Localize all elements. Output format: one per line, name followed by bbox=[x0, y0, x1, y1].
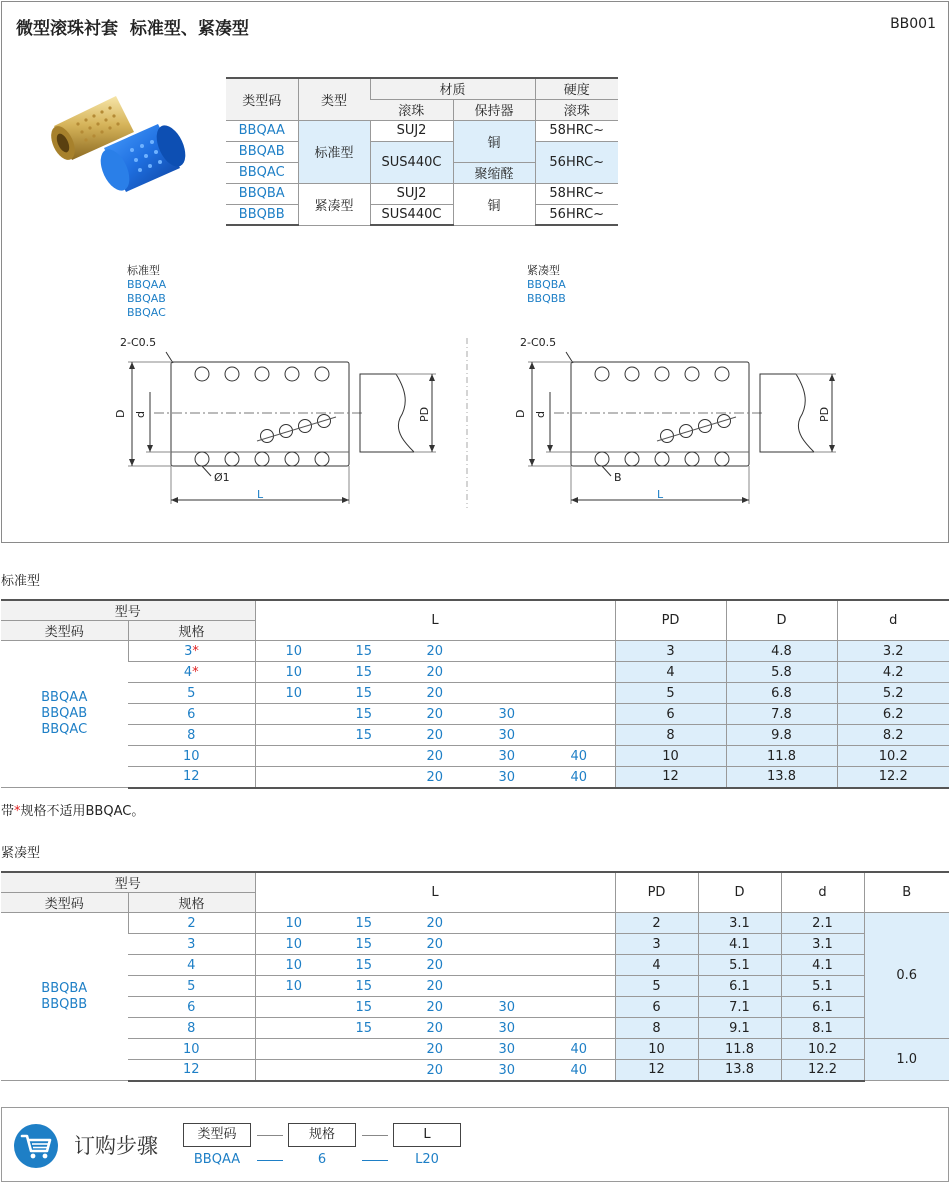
example-connector bbox=[257, 1160, 283, 1161]
table-row bbox=[1, 955, 949, 976]
size-cell bbox=[128, 704, 255, 725]
size-value: 12 bbox=[182, 769, 200, 785]
header-L: L bbox=[255, 600, 615, 641]
inner-dia-cell: 4.2 bbox=[837, 662, 949, 683]
length-value: 30 bbox=[498, 1063, 516, 1078]
hardness-value: 58HRC~ bbox=[535, 120, 618, 141]
length-value: 15 bbox=[355, 937, 373, 952]
example-size: 6 bbox=[317, 1152, 327, 1167]
drawing-divider bbox=[466, 338, 469, 508]
length-cell bbox=[255, 1060, 615, 1081]
hardness-value: 58HRC~ bbox=[535, 183, 618, 204]
dim-L-label: L bbox=[257, 488, 264, 501]
table-row bbox=[1, 976, 949, 997]
length-value: 20 bbox=[426, 770, 444, 785]
length-value: 20 bbox=[426, 1063, 444, 1078]
length-value: 10 bbox=[285, 958, 303, 973]
type-code: BBQAC bbox=[226, 162, 298, 183]
pd-cell: 5 bbox=[615, 976, 698, 997]
ball-material: SUS440C bbox=[370, 204, 453, 225]
standard-spec-table bbox=[1, 599, 949, 789]
outer-dia-cell: 4.8 bbox=[726, 641, 837, 662]
table-row bbox=[1, 1060, 949, 1081]
length-cell bbox=[255, 704, 615, 725]
size-cell bbox=[128, 641, 255, 662]
length-cell bbox=[255, 641, 615, 662]
length-value: 20 bbox=[426, 728, 444, 743]
retainer-material: 聚缩醛 bbox=[453, 162, 535, 183]
header-type-code: 类型码 bbox=[1, 893, 128, 913]
type-code: BBQBA bbox=[226, 183, 298, 204]
length-value: 20 bbox=[426, 749, 444, 764]
table-row bbox=[1, 997, 949, 1018]
size-cell: 12 bbox=[128, 1060, 255, 1081]
ball-material: SUS440C bbox=[370, 141, 453, 183]
length-cell bbox=[255, 997, 615, 1018]
header-model: 型号 bbox=[1, 600, 255, 621]
table-row bbox=[1, 767, 949, 788]
pd-cell: 10 bbox=[615, 746, 726, 767]
table-row bbox=[1, 934, 949, 955]
pd-cell: 12 bbox=[615, 767, 726, 788]
length-value: 30 bbox=[498, 728, 516, 743]
length-value: 10 bbox=[285, 686, 303, 701]
header-type-code: 类型码 bbox=[1, 621, 128, 641]
drawing-standard-code: BBQAA bbox=[127, 278, 167, 291]
length-value: 15 bbox=[355, 1000, 373, 1015]
section-title-standard: 标准型 bbox=[1, 574, 41, 589]
example-connector bbox=[362, 1160, 388, 1161]
inner-dia-cell: 8.2 bbox=[837, 725, 949, 746]
inner-dia-cell: 6.1 bbox=[781, 997, 864, 1018]
table-row bbox=[1, 913, 949, 934]
size-cell: 10 bbox=[128, 1039, 255, 1060]
length-cell bbox=[255, 1039, 615, 1060]
size-star-mark: * bbox=[192, 664, 199, 680]
length-value: 10 bbox=[285, 665, 303, 680]
outer-dia-cell: 5.8 bbox=[726, 662, 837, 683]
size-cell bbox=[128, 683, 255, 704]
outer-dia-cell: 11.8 bbox=[698, 1039, 781, 1060]
size-cell bbox=[128, 767, 255, 788]
drawing-standard-title: 标准型 bbox=[127, 264, 160, 277]
table-row bbox=[1, 1018, 949, 1039]
document-code: BB001 bbox=[890, 16, 936, 32]
length-cell bbox=[255, 934, 615, 955]
drawing-standard-code: BBQAB bbox=[127, 292, 166, 305]
length-value: 30 bbox=[498, 1021, 516, 1036]
size-cell: 2 bbox=[128, 913, 255, 934]
product-photo bbox=[46, 88, 196, 198]
size-cell: 5 bbox=[128, 976, 255, 997]
outer-dia-cell: 4.1 bbox=[698, 934, 781, 955]
header-D: D bbox=[726, 600, 837, 641]
product-info-panel bbox=[1, 1, 949, 543]
pd-cell: 2 bbox=[615, 913, 698, 934]
dim-PD-label: PD bbox=[818, 406, 831, 422]
type-code: BBQAB bbox=[226, 141, 298, 162]
length-value: 20 bbox=[426, 707, 444, 722]
inner-dia-cell: 3.1 bbox=[781, 934, 864, 955]
dim-D-label: D bbox=[114, 409, 127, 418]
pd-cell: 5 bbox=[615, 683, 726, 704]
footnote bbox=[1, 800, 144, 819]
length-value: 10 bbox=[285, 644, 303, 659]
pd-cell: 3 bbox=[615, 934, 698, 955]
step-box-length: L bbox=[393, 1123, 461, 1147]
bushing-body bbox=[171, 362, 349, 466]
note-prefix: 带 bbox=[1, 804, 15, 819]
ball-dia-label: Ø1 bbox=[214, 471, 230, 484]
inner-dia-cell: 3.2 bbox=[837, 641, 949, 662]
type-code: BBQBA bbox=[41, 980, 88, 996]
drawing-standard-code: BBQAC bbox=[127, 306, 166, 319]
shopping-cart-icon bbox=[14, 1124, 58, 1168]
size-cell bbox=[128, 725, 255, 746]
size-cell: 3 bbox=[128, 934, 255, 955]
drawing-compact-label bbox=[527, 264, 566, 306]
table-row bbox=[1, 1039, 949, 1060]
length-value: 10 bbox=[285, 937, 303, 952]
header-ball: 滚珠 bbox=[370, 99, 453, 120]
pd-cell: 6 bbox=[615, 704, 726, 725]
step-connector bbox=[362, 1135, 388, 1136]
ball-b-cell: 1.0 bbox=[864, 1039, 949, 1081]
example-length: L20 bbox=[415, 1152, 439, 1167]
compact-spec-table bbox=[1, 871, 949, 1082]
retainer-material: 铜 bbox=[453, 183, 535, 225]
inner-dia-cell: 12.2 bbox=[837, 767, 949, 788]
dim-D-label: D bbox=[514, 409, 527, 418]
pd-cell: 8 bbox=[615, 725, 726, 746]
size-cell: 8 bbox=[128, 1018, 255, 1039]
technical-drawing-standard bbox=[114, 332, 454, 508]
pd-cell: 8 bbox=[615, 1018, 698, 1039]
length-value: 15 bbox=[355, 728, 373, 743]
length-value: 15 bbox=[355, 707, 373, 722]
outer-dia-cell: 6.8 bbox=[726, 683, 837, 704]
step-connector bbox=[257, 1135, 283, 1136]
dim-PD-label: PD bbox=[418, 406, 431, 422]
table-row bbox=[1, 704, 949, 725]
header-PD: PD bbox=[615, 872, 698, 913]
length-value: 20 bbox=[426, 916, 444, 931]
header-material: 材质 bbox=[370, 78, 535, 99]
outer-dia-cell: 9.8 bbox=[726, 725, 837, 746]
section-title-compact: 紧凑型 bbox=[1, 846, 41, 861]
length-cell bbox=[255, 976, 615, 997]
size-value: 10 bbox=[182, 748, 200, 764]
inner-dia-cell: 6.2 bbox=[837, 704, 949, 725]
length-value: 20 bbox=[426, 686, 444, 701]
note-text: 规格不适用BBQAC。 bbox=[20, 804, 145, 819]
type-name: 标准型 bbox=[298, 120, 370, 183]
header-L: L bbox=[255, 872, 615, 913]
header-type: 类型 bbox=[298, 78, 370, 120]
header-model: 型号 bbox=[1, 872, 255, 893]
table-row bbox=[1, 725, 949, 746]
length-value: 15 bbox=[355, 979, 373, 994]
retainer-material: 铜 bbox=[453, 120, 535, 162]
outer-dia-cell: 13.8 bbox=[698, 1060, 781, 1081]
length-value: 20 bbox=[426, 937, 444, 952]
pd-cell: 12 bbox=[615, 1060, 698, 1081]
size-value: 6 bbox=[187, 706, 196, 722]
size-value: 5 bbox=[187, 685, 196, 701]
drawing-standard-label bbox=[127, 264, 166, 320]
size-cell: 6 bbox=[128, 997, 255, 1018]
chamfer-label: 2-C0.5 bbox=[120, 336, 157, 349]
dim-d-label: d bbox=[134, 411, 147, 418]
ball-material: SUJ2 bbox=[370, 120, 453, 141]
header-d: d bbox=[781, 872, 864, 913]
length-value: 15 bbox=[355, 686, 373, 701]
type-code: BBQBB bbox=[41, 996, 88, 1012]
type-name: 紧凑型 bbox=[298, 183, 370, 225]
size-value: 3 bbox=[184, 643, 193, 659]
length-value: 20 bbox=[426, 644, 444, 659]
page-title: 微型滚珠衬套 标准型、紧凑型 bbox=[16, 19, 249, 39]
length-cell bbox=[255, 955, 615, 976]
drawing-compact-title: 紧凑型 bbox=[527, 264, 560, 277]
length-value: 30 bbox=[498, 749, 516, 764]
type-code: BBQAA bbox=[41, 690, 88, 705]
drawing-compact-code: BBQBB bbox=[527, 292, 566, 305]
outer-dia-cell: 13.8 bbox=[726, 767, 837, 788]
header-D: D bbox=[698, 872, 781, 913]
table-row bbox=[1, 746, 949, 767]
length-value: 30 bbox=[498, 707, 516, 722]
table-row bbox=[1, 662, 949, 683]
size-cell bbox=[128, 662, 255, 683]
length-value: 40 bbox=[570, 749, 588, 764]
length-value: 40 bbox=[570, 770, 588, 785]
length-cell bbox=[255, 913, 615, 934]
hardness-value: 56HRC~ bbox=[535, 204, 618, 225]
bushing-body bbox=[571, 362, 749, 466]
header-retainer: 保持器 bbox=[453, 99, 535, 120]
outer-dia-cell: 7.8 bbox=[726, 704, 837, 725]
size-cell: 4 bbox=[128, 955, 255, 976]
type-code: BBQAA bbox=[226, 120, 298, 141]
ball-material: SUJ2 bbox=[370, 183, 453, 204]
length-value: 30 bbox=[498, 1000, 516, 1015]
pd-cell: 10 bbox=[615, 1039, 698, 1060]
outer-dia-cell: 3.1 bbox=[698, 913, 781, 934]
inner-dia-cell: 4.1 bbox=[781, 955, 864, 976]
length-value: 15 bbox=[355, 644, 373, 659]
outer-dia-cell: 6.1 bbox=[698, 976, 781, 997]
example-type-code: BBQAA bbox=[193, 1152, 241, 1167]
header-B: B bbox=[864, 872, 949, 913]
header-size: 规格 bbox=[128, 893, 255, 913]
inner-dia-cell: 8.1 bbox=[781, 1018, 864, 1039]
length-value: 40 bbox=[570, 1063, 588, 1078]
length-value: 20 bbox=[426, 1021, 444, 1036]
outer-dia-cell: 7.1 bbox=[698, 997, 781, 1018]
header-type-code: 类型码 bbox=[226, 78, 298, 120]
length-value: 10 bbox=[285, 979, 303, 994]
length-value: 20 bbox=[426, 1042, 444, 1057]
step-box-type-code: 类型码 bbox=[183, 1123, 251, 1147]
header-d: d bbox=[837, 600, 949, 641]
inner-dia-cell: 12.2 bbox=[781, 1060, 864, 1081]
order-steps-panel bbox=[1, 1107, 949, 1182]
technical-drawing-compact bbox=[514, 332, 854, 508]
drawing-compact-code: BBQBA bbox=[527, 278, 566, 291]
length-cell bbox=[255, 767, 615, 788]
table-row bbox=[1, 641, 949, 662]
size-cell bbox=[128, 746, 255, 767]
ball-b-cell: 0.6 bbox=[864, 913, 949, 1039]
inner-dia-cell: 10.2 bbox=[837, 746, 949, 767]
type-code-group bbox=[1, 913, 128, 1081]
length-value: 15 bbox=[355, 958, 373, 973]
material-table bbox=[226, 77, 618, 226]
length-cell bbox=[255, 1018, 615, 1039]
length-cell bbox=[255, 725, 615, 746]
length-value: 15 bbox=[355, 916, 373, 931]
inner-dia-cell: 2.1 bbox=[781, 913, 864, 934]
dim-d-label: d bbox=[534, 411, 547, 418]
order-title: 订购步骤 bbox=[74, 1134, 158, 1158]
length-value: 20 bbox=[426, 979, 444, 994]
pd-cell: 4 bbox=[615, 955, 698, 976]
length-value: 30 bbox=[498, 770, 516, 785]
length-value: 10 bbox=[285, 916, 303, 931]
type-code: BBQAB bbox=[41, 706, 88, 721]
pd-cell: 3 bbox=[615, 641, 726, 662]
pd-cell: 4 bbox=[615, 662, 726, 683]
size-value: 4 bbox=[183, 664, 193, 680]
chamfer-label: 2-C0.5 bbox=[520, 336, 557, 349]
header-hardness-ball: 滚珠 bbox=[535, 99, 618, 120]
size-star-mark: * bbox=[192, 643, 199, 659]
length-value: 20 bbox=[426, 665, 444, 680]
type-code: BBQAC bbox=[41, 722, 88, 737]
length-value: 20 bbox=[426, 1000, 444, 1015]
outer-dia-cell: 5.1 bbox=[698, 955, 781, 976]
header-PD: PD bbox=[615, 600, 726, 641]
type-code: BBQBB bbox=[226, 204, 298, 225]
table-row bbox=[1, 683, 949, 704]
length-value: 20 bbox=[426, 958, 444, 973]
length-value: 40 bbox=[570, 1042, 588, 1057]
inner-dia-cell: 5.1 bbox=[781, 976, 864, 997]
pd-cell: 6 bbox=[615, 997, 698, 1018]
length-cell bbox=[255, 662, 615, 683]
outer-dia-cell: 11.8 bbox=[726, 746, 837, 767]
size-value: 8 bbox=[187, 727, 196, 743]
dim-L-label: L bbox=[657, 488, 664, 501]
step-box-size: 规格 bbox=[288, 1123, 356, 1147]
inner-dia-cell: 5.2 bbox=[837, 683, 949, 704]
outer-dia-cell: 9.1 bbox=[698, 1018, 781, 1039]
length-value: 15 bbox=[355, 1021, 373, 1036]
header-hardness: 硬度 bbox=[535, 78, 618, 99]
header-size: 规格 bbox=[128, 621, 255, 641]
hardness-value: 56HRC~ bbox=[535, 141, 618, 183]
ball-B-label: B bbox=[614, 471, 622, 484]
length-value: 30 bbox=[498, 1042, 516, 1057]
length-value: 15 bbox=[355, 665, 373, 680]
note-star: * bbox=[14, 804, 21, 819]
length-cell bbox=[255, 683, 615, 704]
length-cell bbox=[255, 746, 615, 767]
inner-dia-cell: 10.2 bbox=[781, 1039, 864, 1060]
type-code-group bbox=[1, 641, 128, 788]
